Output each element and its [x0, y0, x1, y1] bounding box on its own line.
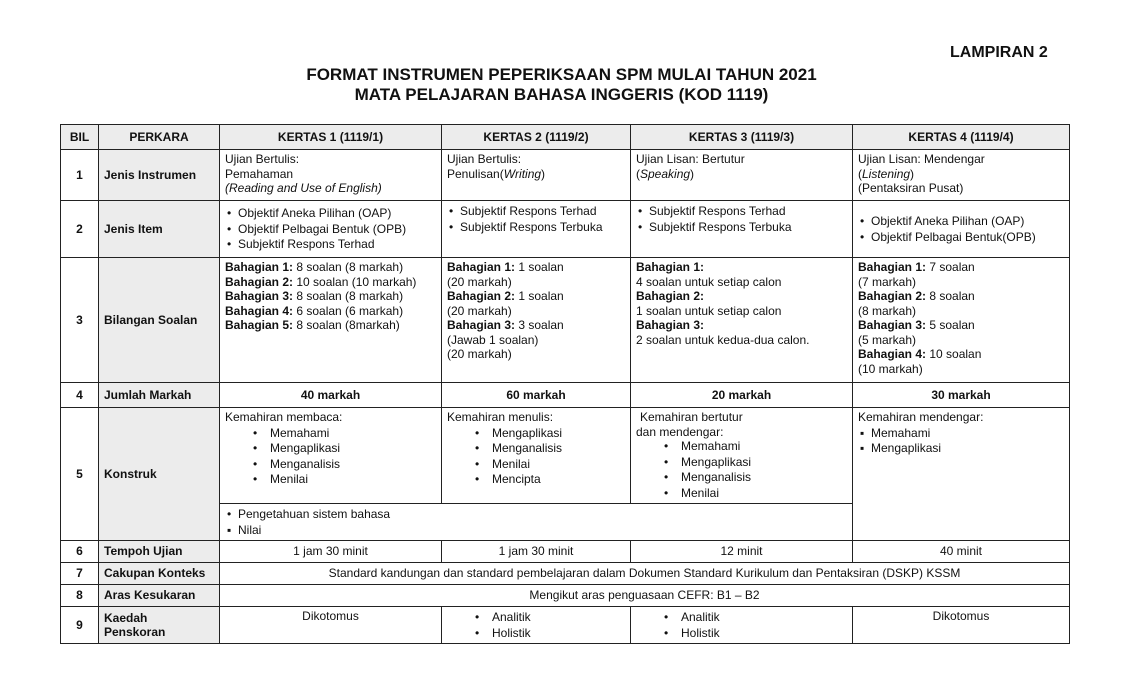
- text-part: 1 soalan: [515, 289, 564, 303]
- cell-k4: [853, 408, 1070, 541]
- bahagian-label: Bahagian 2:: [447, 289, 516, 303]
- cell-k3: [631, 607, 853, 644]
- list-item: • Mengaplikasi: [225, 441, 436, 456]
- text-part: Penulisan(: [447, 166, 504, 181]
- list-item: • Menilai: [225, 472, 436, 487]
- bil-cell: 2: [61, 201, 99, 258]
- table-row: [61, 563, 1070, 585]
- list-item: • Subjektif Respons Terbuka: [636, 220, 847, 235]
- text-line: [447, 260, 625, 275]
- header-kertas-3: KERTAS 3 (1119/3): [631, 125, 853, 150]
- text-line: [858, 347, 1064, 362]
- list-item: • Subjektif Respons Terbuka: [447, 220, 625, 235]
- bil-cell: 7: [61, 563, 99, 585]
- header-bil: BIL: [61, 125, 99, 150]
- text-part: (: [858, 166, 862, 181]
- text-line: [225, 260, 436, 275]
- cell-k3: [631, 258, 853, 383]
- header-row: [61, 125, 1070, 150]
- bahagian-label: Bahagian 3:: [858, 318, 927, 332]
- cell-k1: [220, 408, 442, 504]
- list-item: • Subjektif Respons Terhad: [636, 204, 847, 219]
- cakupan-konteks-cell: Standard kandungan dan standard pembelajaran dalam Dokumen Standard Kurikulum dan Pentaksiran (DSKP) KSSM: [220, 563, 1070, 585]
- bahagian-label: Bahagian 1:: [225, 260, 294, 274]
- bahagian-label: Bahagian 4:: [225, 303, 294, 318]
- text-part: 6 soalan (6 markah): [293, 303, 404, 318]
- cell-k4: [853, 258, 1070, 383]
- text-line: (20 markah): [447, 347, 512, 361]
- bahagian-label: Bahagian 1:: [858, 260, 927, 274]
- text-part: 8 soalan (8markah): [293, 318, 400, 332]
- text-line: Ujian Lisan: Bertutur: [636, 152, 745, 166]
- text-line: [858, 167, 1064, 182]
- cell-k3: 12 minit: [631, 541, 853, 563]
- text-line: (7 markah): [858, 274, 917, 289]
- perkara-cell: [99, 607, 220, 644]
- text-line: [225, 304, 436, 319]
- list-item: • Menilai: [447, 457, 625, 472]
- text-line: Ujian Lisan: Mendengar: [858, 152, 985, 166]
- text-part: 8 soalan: [926, 289, 975, 303]
- bil-cell: 1: [61, 150, 99, 201]
- table-row: [61, 150, 1070, 201]
- list-item: • Memahami: [225, 426, 436, 441]
- list-item: • Memahami: [636, 439, 847, 454]
- document-subtitle: MATA PELAJARAN BAHASA INGGERIS (KOD 1119): [354, 85, 769, 104]
- header-kertas-1: KERTAS 1 (1119/1): [220, 125, 442, 150]
- cell-k2: 1 jam 30 minit: [442, 541, 631, 563]
- text-line: (20 markah): [447, 303, 512, 318]
- cell-k3: [631, 408, 853, 504]
- list-item: • Menganalisis: [636, 470, 847, 485]
- bil-cell: 3: [61, 258, 99, 383]
- bil-cell: 5: [61, 408, 99, 541]
- text-line: [858, 260, 1064, 275]
- text-line: Kemahiran mendengar:: [858, 410, 984, 424]
- cell-k1: [220, 150, 442, 201]
- bahagian-label: Bahagian 3:: [225, 289, 294, 303]
- text-line: [858, 318, 1064, 333]
- bahagian-label: Bahagian 4:: [858, 347, 927, 361]
- text-line: Ujian Bertulis:: [225, 152, 300, 166]
- bahagian-label: Bahagian 3:: [447, 318, 516, 332]
- table-row: [61, 541, 1070, 563]
- cell-k2: [442, 258, 631, 383]
- text-line: (20 markah): [447, 274, 512, 289]
- text-line: (8 markah): [858, 303, 917, 318]
- cell-k4: 30 markah: [853, 383, 1070, 408]
- text-part: 10 soalan (10 markah): [293, 274, 417, 289]
- perkara-cell: Aras Kesukaran: [99, 585, 220, 607]
- perkara-cell: Jumlah Markah: [99, 383, 220, 408]
- cell-k1: Dikotomus: [220, 607, 442, 644]
- perkara-cell: Konstruk: [99, 408, 220, 541]
- text-line: [225, 318, 436, 333]
- perkara-cell: Jenis Instrumen: [99, 150, 220, 201]
- perkara-cell: Bilangan Soalan: [99, 258, 220, 383]
- text-line: Kemahiran menulis:: [447, 410, 554, 424]
- text-line: [636, 167, 847, 182]
- text-line: [447, 167, 625, 182]
- text-line: 4 soalan untuk setiap calon: [636, 274, 782, 289]
- text-line: Kaedah: [104, 610, 148, 625]
- list-item: • Objektif Aneka Pilihan (OAP): [225, 206, 436, 221]
- text-part: 5 soalan: [926, 318, 975, 332]
- text-line: (Jawab 1 soalan): [447, 332, 539, 347]
- text-part: ): [690, 166, 695, 181]
- text-line: Penskoran: [104, 625, 166, 639]
- bil-cell: 9: [61, 607, 99, 644]
- text-part: 3 soalan: [515, 318, 564, 332]
- list-item: • Subjektif Respons Terhad: [447, 204, 625, 219]
- table-row: [61, 408, 1070, 504]
- bahagian-label: Bahagian 1:: [447, 260, 516, 274]
- text-line: Ujian Bertulis:: [447, 152, 522, 166]
- text-line: (5 markah): [858, 332, 917, 347]
- format-table: [60, 124, 1070, 644]
- bahagian-label: Bahagian 3:: [636, 318, 705, 332]
- table-row: [61, 607, 1070, 644]
- bahagian-label: Bahagian 2:: [858, 289, 927, 303]
- text-line: [858, 289, 1064, 304]
- perkara-cell: Tempoh Ujian: [99, 541, 220, 563]
- list-item: • Menganalisis: [447, 441, 625, 456]
- lampiran-label: LAMPIRAN 2: [950, 44, 1048, 61]
- list-item: ▪ Nilai: [225, 523, 847, 538]
- list-item: • Objektif Pelbagai Bentuk(OPB): [858, 230, 1064, 245]
- list-item: • Mengaplikasi: [636, 455, 847, 470]
- table-row: [61, 585, 1070, 607]
- bil-cell: 6: [61, 541, 99, 563]
- text-part: ): [541, 166, 546, 181]
- list-item: ▪ Mengaplikasi: [858, 441, 1064, 456]
- cell-k1: [220, 201, 442, 258]
- text-part: Speaking: [640, 166, 691, 181]
- bahagian-label: Bahagian 2:: [225, 274, 294, 289]
- aras-kesukaran-cell: Mengikut aras penguasaan CEFR: B1 – B2: [220, 585, 1070, 607]
- text-line: Pemahaman: [225, 166, 294, 181]
- header-kertas-4: KERTAS 4 (1119/4): [853, 125, 1070, 150]
- cell-k1: 1 jam 30 minit: [220, 541, 442, 563]
- cell-k4: [853, 201, 1070, 258]
- text-line: (10 markah): [858, 361, 923, 376]
- cell-k3: [631, 201, 853, 258]
- text-part: 10 soalan: [926, 347, 982, 361]
- shared-konstruk-cell: [220, 504, 853, 541]
- text-line: 2 soalan untuk kedua-dua calon.: [636, 332, 810, 347]
- list-item: • Subjektif Respons Terhad: [225, 237, 436, 252]
- cell-k4: Dikotomus: [853, 607, 1070, 644]
- list-item: • Objektif Pelbagai Bentuk (OPB): [225, 222, 436, 237]
- cell-k3: 20 markah: [631, 383, 853, 408]
- text-line: [225, 275, 436, 290]
- bahagian-label: Bahagian 1:: [636, 260, 705, 274]
- list-item: • Menilai: [636, 486, 847, 501]
- header-perkara: PERKARA: [99, 125, 220, 150]
- text-part: (: [636, 166, 640, 181]
- bahagian-label: Bahagian 5:: [225, 318, 294, 332]
- table-row: [61, 383, 1070, 408]
- text-line: dan mendengar:: [636, 424, 724, 439]
- cell-k1: [220, 258, 442, 383]
- cell-k2: [442, 408, 631, 504]
- text-part: ): [910, 166, 915, 181]
- perkara-cell: Jenis Item: [99, 201, 220, 258]
- document-title: FORMAT INSTRUMEN PEPERIKSAAN SPM MULAI TAHUN 2021: [306, 65, 817, 84]
- text-line: (Reading and Use of English): [225, 181, 382, 195]
- list-item: • Mencipta: [447, 472, 625, 487]
- cell-k4: 40 minit: [853, 541, 1070, 563]
- list-item: • Holistik: [447, 626, 625, 641]
- list-item: ▪ Memahami: [858, 426, 1064, 441]
- list-item: • Menganalisis: [225, 457, 436, 472]
- table-row: [61, 201, 1070, 258]
- bil-cell: 4: [61, 383, 99, 408]
- list-item: • Analitik: [636, 610, 847, 625]
- text-part: Writing: [503, 166, 542, 181]
- cell-k2: [442, 150, 631, 201]
- cell-k4: [853, 150, 1070, 201]
- perkara-cell: Cakupan Konteks: [99, 563, 220, 585]
- list-item: • Pengetahuan sistem bahasa: [225, 507, 847, 522]
- list-item: • Objektif Aneka Pilihan (OAP): [858, 214, 1064, 229]
- list-item: • Mengaplikasi: [447, 426, 625, 441]
- text-part: 7 soalan: [926, 260, 975, 274]
- list-item: • Holistik: [636, 626, 847, 641]
- text-part: Listening: [862, 166, 911, 181]
- bahagian-label: Bahagian 2:: [636, 289, 705, 303]
- cell-k1: 40 markah: [220, 383, 442, 408]
- header-kertas-2: KERTAS 2 (1119/2): [442, 125, 631, 150]
- text-line: Kemahiran membaca:: [225, 410, 343, 424]
- text-part: 1 soalan: [515, 260, 564, 274]
- text-line: (Pentaksiran Pusat): [858, 181, 964, 195]
- cell-k2: [442, 607, 631, 644]
- text-line: Kemahiran bertutur: [640, 410, 743, 424]
- text-part: 8 soalan (8 markah): [293, 260, 404, 274]
- cell-k2: 60 markah: [442, 383, 631, 408]
- list-item: • Analitik: [447, 610, 625, 625]
- text-line: [225, 289, 436, 304]
- table-row: [61, 258, 1070, 383]
- text-line: 1 soalan untuk setiap calon: [636, 303, 782, 318]
- bil-cell: 8: [61, 585, 99, 607]
- cell-k3: [631, 150, 853, 201]
- text-part: 8 soalan (8 markah): [293, 289, 404, 303]
- text-line: [447, 289, 625, 304]
- text-line: [447, 318, 625, 333]
- cell-k2: [442, 201, 631, 258]
